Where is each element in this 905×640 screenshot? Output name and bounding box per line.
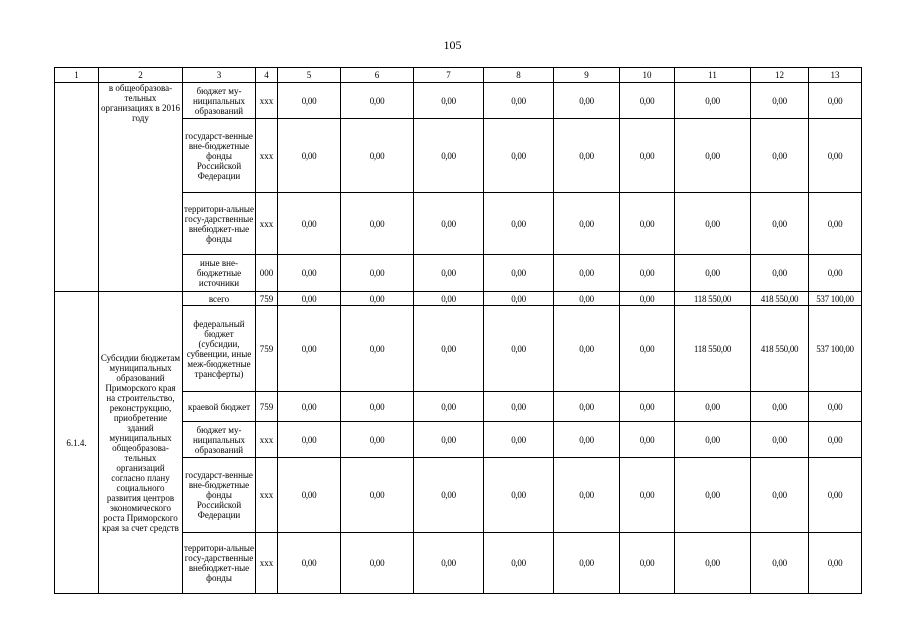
column-header: 2 [99,68,183,83]
value-cell: 0,00 [414,422,484,458]
value-cell: 0,00 [751,422,809,458]
description-cell: в общеобразова-тельных организациях в 2016 году [99,83,183,292]
source-cell: бюджет му-ниципальных образований [183,83,256,119]
column-header: 5 [278,68,341,83]
value-cell: 0,00 [675,83,751,119]
source-cell: иные вне-бюджетные источники [183,255,256,292]
page-number: 105 [443,38,462,52]
value-cell: 118 550,00 [675,306,751,392]
source-cell: территори-альные госу-дарственные внебюджет-ные фонды [183,533,256,594]
code-cell: ххх [256,422,278,458]
value-cell: 0,00 [341,255,414,292]
value-cell: 0,00 [554,119,620,193]
value-cell: 0,00 [620,533,675,594]
value-cell: 0,00 [484,392,554,422]
code-cell: ххх [256,119,278,193]
code-cell: ххх [256,533,278,594]
value-cell: 0,00 [751,119,809,193]
value-cell: 0,00 [484,83,554,119]
value-cell: 0,00 [620,392,675,422]
value-cell: 0,00 [620,422,675,458]
value-cell: 0,00 [554,255,620,292]
value-cell: 0,00 [341,392,414,422]
source-cell: территори-альные госу-дарственные внебюджет-ные фонды [183,193,256,255]
value-cell: 0,00 [809,83,862,119]
column-header: 1 [55,68,99,83]
column-header: 6 [341,68,414,83]
value-cell: 0,00 [484,193,554,255]
value-cell: 0,00 [554,458,620,533]
value-cell: 0,00 [484,422,554,458]
column-header: 4 [256,68,278,83]
value-cell: 0,00 [809,255,862,292]
value-cell: 0,00 [554,306,620,392]
value-cell: 0,00 [554,392,620,422]
value-cell: 0,00 [554,83,620,119]
value-cell: 118 550,00 [675,292,751,306]
value-cell: 0,00 [620,292,675,306]
code-cell: 000 [256,255,278,292]
value-cell: 0,00 [414,255,484,292]
source-cell: краевой бюджет [183,392,256,422]
value-cell: 0,00 [414,392,484,422]
value-cell: 0,00 [554,422,620,458]
value-cell: 0,00 [414,306,484,392]
value-cell: 0,00 [620,83,675,119]
value-cell: 0,00 [341,119,414,193]
value-cell: 0,00 [675,533,751,594]
column-header: 9 [554,68,620,83]
value-cell: 0,00 [620,255,675,292]
value-cell: 0,00 [484,255,554,292]
value-cell: 0,00 [278,306,341,392]
value-cell: 0,00 [414,292,484,306]
value-cell: 0,00 [675,119,751,193]
value-cell: 0,00 [675,193,751,255]
value-cell: 0,00 [341,292,414,306]
value-cell: 0,00 [278,193,341,255]
row-number-cell [55,83,99,292]
value-cell: 0,00 [484,292,554,306]
code-cell: 759 [256,292,278,306]
value-cell: 0,00 [751,533,809,594]
value-cell: 0,00 [620,193,675,255]
value-cell: 0,00 [484,458,554,533]
value-cell: 418 550,00 [751,292,809,306]
column-header: 11 [675,68,751,83]
code-cell: ххх [256,193,278,255]
value-cell: 0,00 [278,458,341,533]
value-cell: 0,00 [751,83,809,119]
value-cell: 0,00 [414,458,484,533]
code-cell: ххх [256,458,278,533]
value-cell: 0,00 [554,533,620,594]
value-cell: 0,00 [484,119,554,193]
value-cell: 0,00 [414,119,484,193]
value-cell: 0,00 [554,193,620,255]
value-cell: 0,00 [278,422,341,458]
value-cell: 0,00 [620,119,675,193]
value-cell: 0,00 [414,83,484,119]
value-cell: 0,00 [414,533,484,594]
code-cell: ххх [256,83,278,119]
value-cell: 0,00 [675,392,751,422]
column-header: 8 [484,68,554,83]
code-cell: 759 [256,392,278,422]
value-cell: 0,00 [809,533,862,594]
value-cell: 0,00 [278,292,341,306]
source-cell: государст-венные вне-бюджетные фонды Российской Федерации [183,458,256,533]
value-cell: 0,00 [751,458,809,533]
value-cell: 0,00 [809,193,862,255]
value-cell: 0,00 [751,193,809,255]
description-cell: Субсидии бюджетам муниципальных образований Приморского края на строительство, реконструкцию, приобретение зданий муниципальных общеобразова-тельных организаций согласно плану социального развития центров экономического роста Приморского края за счет средств [99,292,183,594]
column-header: 10 [620,68,675,83]
table-row [55,83,862,119]
row-number-cell: 6.1.4. [55,292,99,594]
value-cell: 0,00 [809,392,862,422]
value-cell: 0,00 [675,255,751,292]
value-cell: 0,00 [484,306,554,392]
value-cell: 0,00 [341,458,414,533]
code-cell: 759 [256,306,278,392]
value-cell: 0,00 [620,306,675,392]
value-cell: 0,00 [809,458,862,533]
value-cell: 537 100,00 [809,292,862,306]
value-cell: 0,00 [341,83,414,119]
column-header: 7 [414,68,484,83]
table-header-row [55,68,862,83]
value-cell: 537 100,00 [809,306,862,392]
value-cell: 0,00 [278,255,341,292]
value-cell: 0,00 [675,458,751,533]
value-cell: 0,00 [751,255,809,292]
value-cell: 0,00 [341,533,414,594]
value-cell: 0,00 [554,292,620,306]
value-cell: 0,00 [278,533,341,594]
value-cell: 0,00 [278,119,341,193]
value-cell: 0,00 [341,422,414,458]
value-cell: 0,00 [341,306,414,392]
value-cell: 0,00 [484,533,554,594]
value-cell: 0,00 [809,119,862,193]
value-cell: 0,00 [620,458,675,533]
value-cell: 418 550,00 [751,306,809,392]
value-cell: 0,00 [809,422,862,458]
source-cell: федеральный бюджет (субсидии, субвенции, иные меж-бюджетные трансферты) [183,306,256,392]
value-cell: 0,00 [751,392,809,422]
value-cell: 0,00 [278,392,341,422]
value-cell: 0,00 [414,193,484,255]
value-cell: 0,00 [278,83,341,119]
source-cell: всего [183,292,256,306]
source-cell: государст-венные вне-бюджетные фонды Российской Федерации [183,119,256,193]
source-cell: бюджет му-ниципальных образований [183,422,256,458]
column-header: 12 [751,68,809,83]
budget-table [54,67,862,594]
column-header: 3 [183,68,256,83]
column-header: 13 [809,68,862,83]
value-cell: 0,00 [675,422,751,458]
value-cell: 0,00 [341,193,414,255]
table-row [55,292,862,306]
